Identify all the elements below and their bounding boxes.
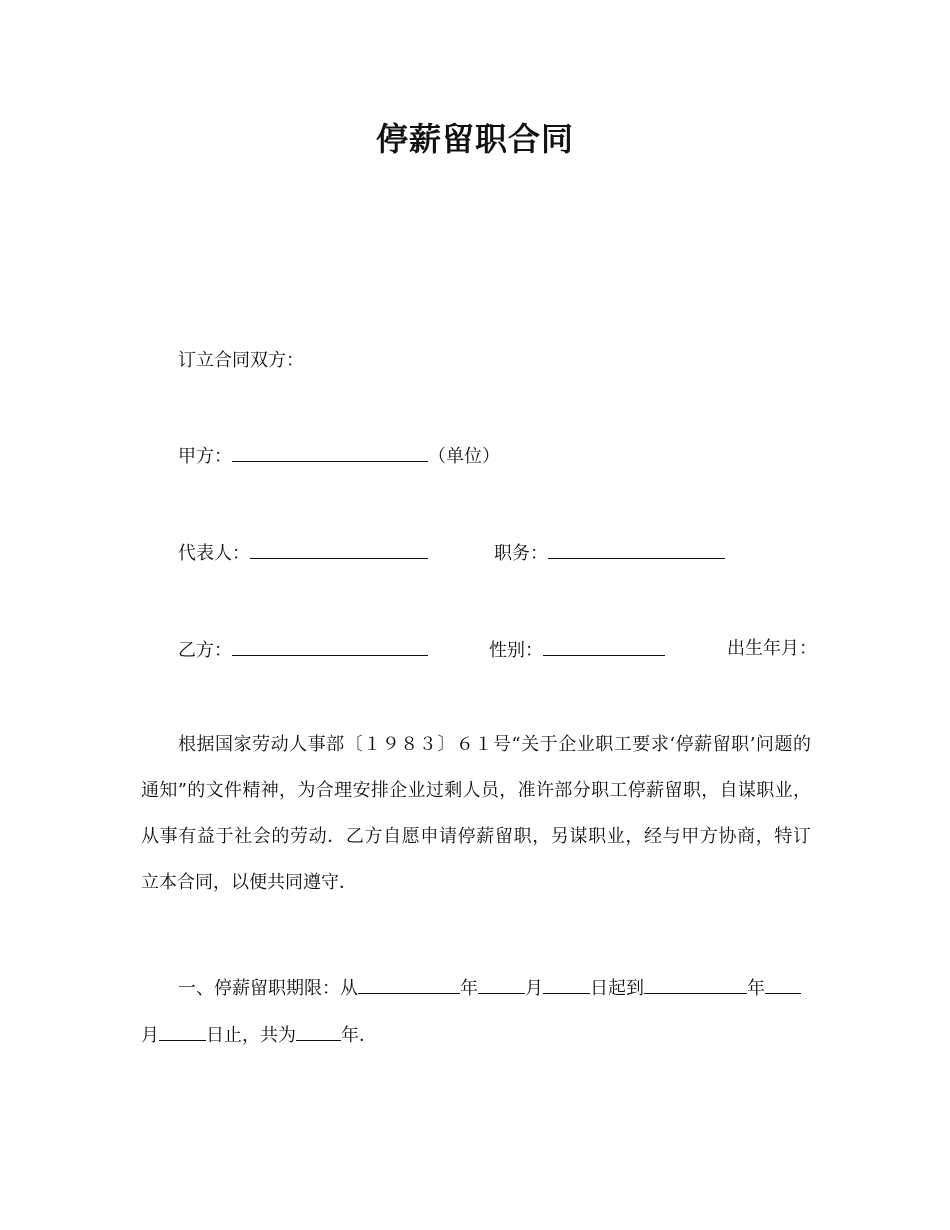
start-year-blank[interactable] [358, 975, 460, 994]
clause1-month2-label: 月 [141, 1025, 159, 1046]
start-day-blank[interactable] [543, 975, 590, 994]
clause1-year2-label: 年 [747, 978, 765, 999]
clause1-day-from-label: 日起到 [590, 978, 644, 999]
party-a-label: 甲方： [178, 446, 232, 467]
party-a-row [178, 443, 500, 469]
clause1-day-to-label: 日止，共为 [206, 1025, 296, 1046]
representative-blank[interactable] [250, 540, 428, 559]
party-b-blank[interactable] [232, 637, 428, 656]
party-a-blank[interactable] [232, 443, 428, 462]
clause1-line-2 [141, 1022, 377, 1048]
clause1-prefix: 一、停薪留职期限：从 [178, 978, 358, 999]
intro-line-2: 通知”的文件精神，为合理安排企业过剩人员，准许部分职工停薪留职，自谋职业， [141, 780, 811, 801]
clause1-year-label: 年 [460, 978, 478, 999]
representative-row [178, 540, 428, 566]
party-b-label: 乙方： [178, 640, 232, 661]
clause1-month-label: 月 [525, 978, 543, 999]
party-b-row [178, 637, 428, 663]
gender-blank[interactable] [543, 637, 665, 656]
intro-paragraph [141, 722, 811, 906]
intro-line-3: 从事有益于社会的劳动．乙方自愿申请停薪留职，另谋职业，经与甲方协商，特订 [141, 826, 811, 847]
parties-heading: 订立合同双方： [178, 350, 304, 371]
end-month-blank-start[interactable] [765, 975, 801, 994]
representative-label: 代表人： [178, 543, 250, 564]
total-years-blank[interactable] [296, 1022, 341, 1041]
gender-row [489, 637, 665, 663]
start-month-blank[interactable] [478, 975, 525, 994]
position-row [494, 540, 725, 566]
end-year-blank[interactable] [644, 975, 747, 994]
intro-line-1: 根据国家劳动人事部〔１９８３〕６１号“关于企业职工要求‘停薪留职’问题的 [178, 734, 811, 755]
gender-label: 性别： [489, 640, 543, 661]
party-a-unit-note: （单位） [428, 446, 500, 467]
page-title: 停薪留职合同 [375, 120, 574, 158]
position-label: 职务： [494, 543, 548, 564]
end-day-blank[interactable] [159, 1022, 206, 1041]
intro-line-4: 立本合同，以便共同遵守． [141, 872, 357, 893]
birth-label: 出生年月： [727, 638, 817, 659]
position-blank[interactable] [548, 540, 725, 559]
clause1-years-suffix: 年． [341, 1025, 377, 1046]
clause1-line-1 [178, 975, 801, 1001]
